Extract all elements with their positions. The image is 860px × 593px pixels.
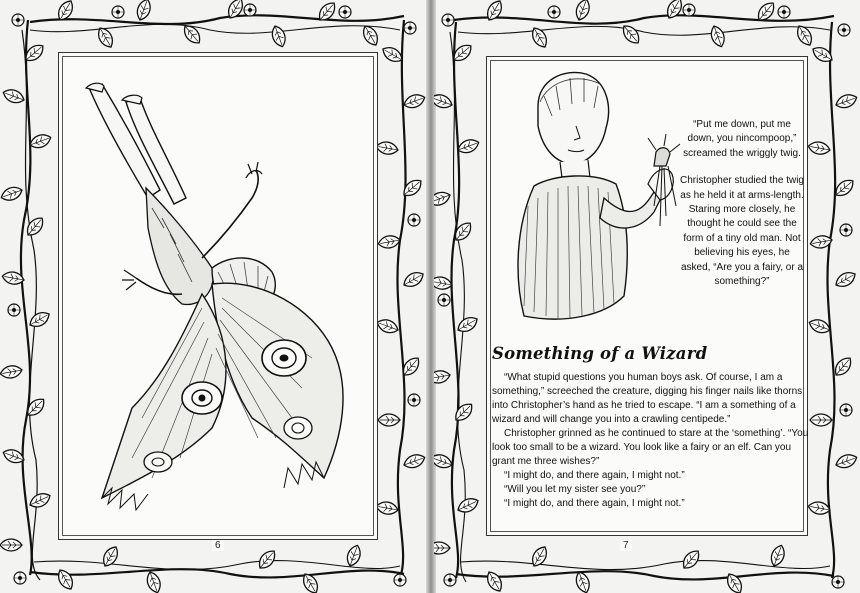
chapter-title: Something of a Wizard [492,344,708,363]
body-paragraph: “Will you let my sister see you?” [504,484,646,495]
body-paragraph: “I might do, and there again, I might not.” [504,498,685,509]
body-text-block [492,371,810,511]
body-paragraph: “I might do, and there again, I might not.” [504,470,685,481]
body-paragraph: Christopher grinned as he continued to stare at the ‘something’. “You look too small to be a wizard. You look like a fairy or an elf. Can you grant me three wishes?” [492,428,809,467]
side-paragraph: Christopher studied the twig as he held it at arms-length. Staring more closely, he thought he could see the form of a tiny old man. Not believing his eyes, he asked, “Are you a fairy, or a something?” [680,175,804,288]
page-number-left: 6 [212,540,224,551]
body-paragraph: “What stupid questions you human boys ask. Of course, I am a something,” screeched the creature, digging his finger nails like thorns into Christopher’s hand as he tried to escape. “I am a something of a wizard and will change you into a crawling centipede.” [492,372,803,425]
boy-illustration [504,66,684,338]
page-number-right: 7 [620,540,632,551]
fairy-illustration [62,58,372,532]
left-page [0,0,428,593]
right-page [434,0,860,593]
side-text-block [680,118,804,302]
side-paragraph: “Put me down, put me down, you nincompoop,” screamed the wriggly twig. [683,119,801,159]
